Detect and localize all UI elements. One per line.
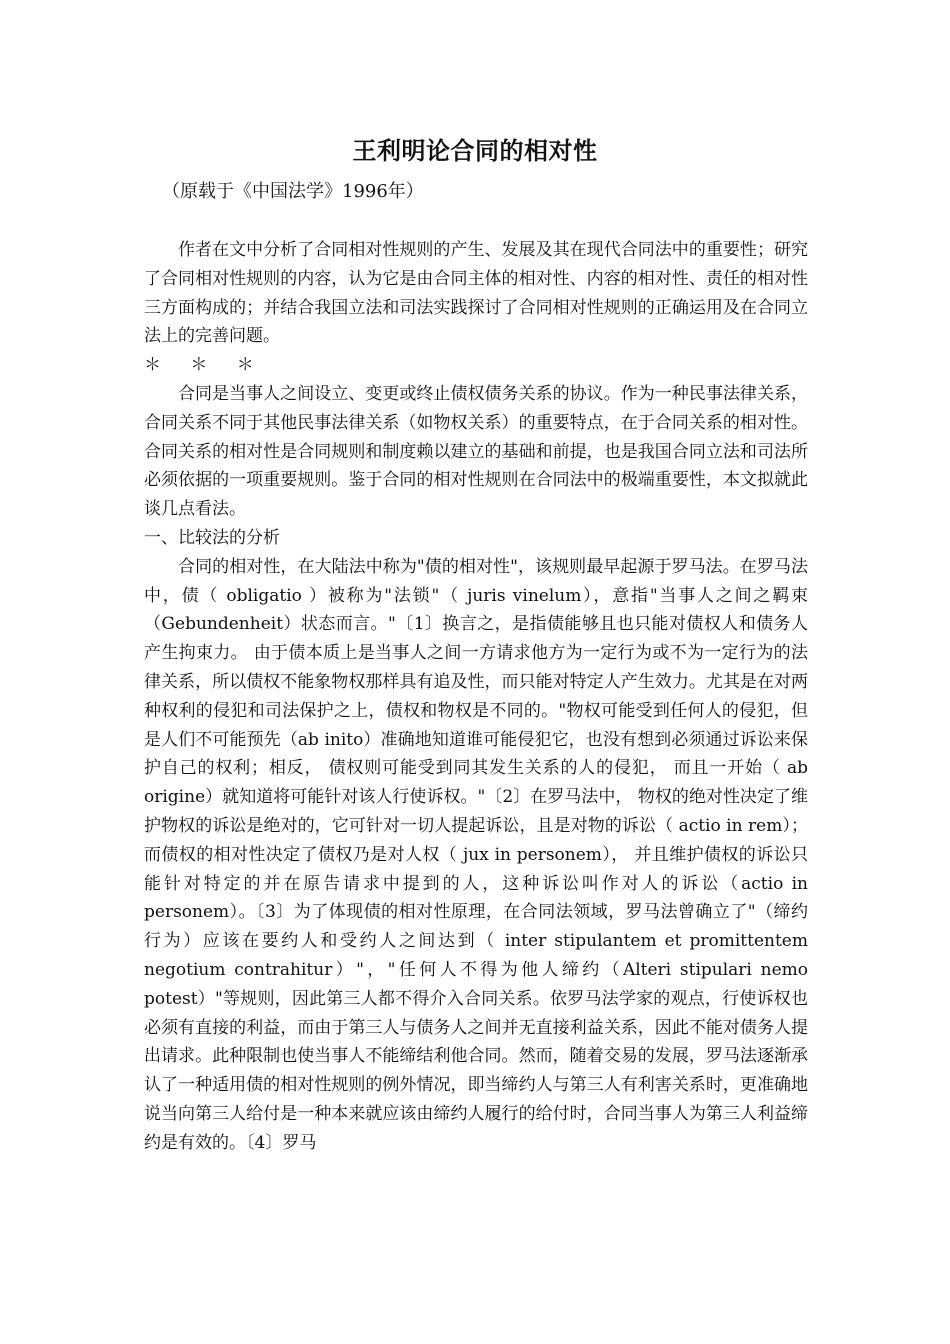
intro-paragraph: 合同是当事人之间设立、变更或终止债权债务关系的协议。作为一种民事法律关系，合同关系不同于其他民事法律关系（如物权关系）的重要特点，在于合同关系的相对性。合同关系的相对性是合同规则和制度赖以建立的基础和前提，也是我国合同立法和司法所必须依据的一项重要规则。鉴于合同的相对性规则在合同法中的极端重要性，本文拟就此谈几点看法。	[144, 383, 808, 520]
source-note: （原载于《中国法学》1996年）	[162, 181, 424, 202]
section-separator: ＊ ＊ ＊	[144, 355, 266, 376]
document-body	[144, 236, 808, 1158]
abstract-paragraph: 作者在文中分析了合同相对性规则的产生、发展及其在现代合同法中的重要性；研究了合同相对性规则的内容，认为它是由合同主体的相对性、内容的相对性、责任的相对性三方面构成的；并结合我国立法和司法实践探讨了合同相对性规则的正确运用及在合同立法上的完善问题。	[144, 240, 808, 347]
document-title: 王利明论合同的相对性	[352, 137, 598, 165]
section-heading: 一、比较法的分析	[144, 527, 280, 548]
section-paragraph: 合同的相对性，在大陆法中称为"债的相对性"，该规则最早起源于罗马法。在罗马法中，债（ obligatio ）被称为"法锁"（ juris vinelum），意指"当事人之间之羁束（Gebundenheit）状态而言。"〔1〕换言之，是指债能够且也只能对债权人和债务人产生拘束力。 由于债本质上是当事人之间一方请求他方为一定行为或不为一定行为的法律关系，所以债权不能象物权那样具有追及性，而只能对特定人产生效力。尤其是在对两种权利的侵犯和司法保护之上，债权和物权是不同的。"物权可能受到任何人的侵犯，但是人们不可能预先（ab inito）准确地知道谁可能侵犯它，也没有想到必须通过诉讼来保护自己的权利；相反， 债权则可能受到同其发生关系的人的侵犯， 而且一开始（ ab origine）就知道将可能针对该人行使诉权。"〔2〕在罗马法中， 物权的绝对性决定了维护物权的诉讼是绝对的，它可针对一切人提起诉讼，且是对物的诉讼（ actio in rem）；而债权的相对性决定了债权乃是对人权（ jux in personem）， 并且维护债权的诉讼只能针对特定的并在原告请求中提到的人，这种诉讼叫作对人的诉讼（actio in personem）。〔3〕为了体现债的相对性原理，在合同法领域，罗马法曾确立了"（缔约行为）应该在要约人和受约人之间达到（ inter stipulantem et promittentem negotium contrahitur）"，"任何人不得为他人缔约（Alteri stipulari nemo potest）"等规则，因此第三人都不得介入合同关系。依罗马法学家的观点，行使诉权也必须有直接的利益，而由于第三人与债务人之间并无直接利益关系，因此不能对债务人提出请求。此种限制也使当事人不能缔结利他合同。然而，随着交易的发展，罗马法逐渐承认了一种适用债的相对性规则的例外情况，即当缔约人与第三人有利害关系时，更准确地说当向第三人给付是一种本来就应该由缔约人履行的给付时，合同当事人为第三人利益缔约是有效的。〔4〕罗马	[144, 556, 808, 1153]
